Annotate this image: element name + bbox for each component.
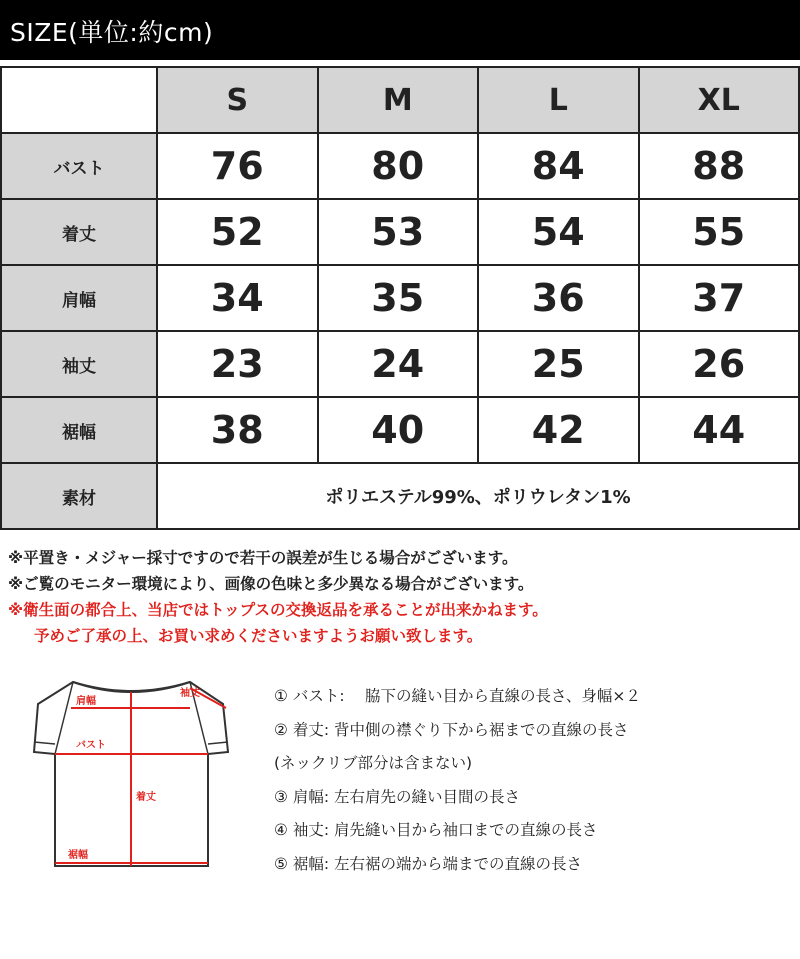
row-label-bust: バスト [1,133,157,199]
value-cell: 26 [639,331,800,397]
diagram-label-sleeve: 袖丈 [180,688,200,699]
value-cell: 54 [478,199,639,265]
row-label-shoulder: 肩幅 [1,265,157,331]
value-cell: 36 [478,265,639,331]
size-header-l: L [478,67,639,133]
value-cell: 38 [157,397,318,463]
value-cell: 34 [157,265,318,331]
page-title: SIZE(単位:約cm) [10,18,214,47]
value-cell: 42 [478,397,639,463]
row-label-sleeve: 袖丈 [1,331,157,397]
table-row [1,199,799,265]
title-bar [0,0,800,60]
size-header-m: M [318,67,479,133]
material-value: ポリエステル99%、ポリウレタン1% [157,463,799,529]
table-row [1,397,799,463]
value-cell: 40 [318,397,479,463]
table-row [1,331,799,397]
diagram-label-hem: 裾幅 [68,850,88,861]
size-header-xl: XL [639,67,800,133]
table-row [1,265,799,331]
legend-length: ② 着丈: 背中側の襟ぐり下から裾までの直線の長さ [274,720,629,739]
value-cell: 23 [157,331,318,397]
material-row [1,463,799,529]
diagram-label-length: 着丈 [136,792,156,803]
value-cell: 37 [639,265,800,331]
row-label-length: 着丈 [1,199,157,265]
size-header-s: S [157,67,318,133]
note-monitor: ※ご覧のモニター環境により、画像の色味と多少異なる場合がございます。 [8,575,534,593]
legend-sleeve: ④ 袖丈: 肩先縫い目から袖口までの直線の長さ [274,821,598,839]
legend-length-note: (ネックリブ部分は含まない) [274,754,473,772]
size-header-row [1,67,799,133]
row-label-hem: 裾幅 [1,397,157,463]
value-cell: 35 [318,265,479,331]
row-label-material: 素材 [1,463,157,529]
legend-shoulder: ③ 肩幅: 左右肩先の縫い目間の長さ [274,787,520,806]
measurement-legend [274,680,641,881]
note-hygiene: ※衛生面の都合上、当店ではトップスの交換返品を承ることが出来かねます。 [8,601,548,619]
value-cell: 55 [639,199,800,265]
value-cell: 24 [318,331,479,397]
size-table [0,66,800,530]
table-row [1,133,799,199]
value-cell: 25 [478,331,639,397]
corner-cell [1,67,157,133]
note-measurement: ※平置き・メジャー採寸ですので若干の誤差が生じる場合がございます。 [8,549,518,567]
tshirt-diagram [18,668,246,880]
value-cell: 76 [157,133,318,199]
diagram-label-shoulder: 肩幅 [76,696,96,707]
legend-bust: ① バスト: 脇下の縫い目から直線の長さ、身幅×２ [274,687,641,705]
notes [8,545,548,649]
value-cell: 52 [157,199,318,265]
diagram-label-bust: バスト [76,740,106,751]
legend-hem: ⑤ 裾幅: 左右裾の端から端までの直線の長さ [274,854,582,873]
value-cell: 44 [639,397,800,463]
value-cell: 53 [318,199,479,265]
value-cell: 88 [639,133,800,199]
note-acknowledge: 予めご了承の上、お買い求めくださいますようお願い致します。 [34,627,483,645]
value-cell: 80 [318,133,479,199]
value-cell: 84 [478,133,639,199]
